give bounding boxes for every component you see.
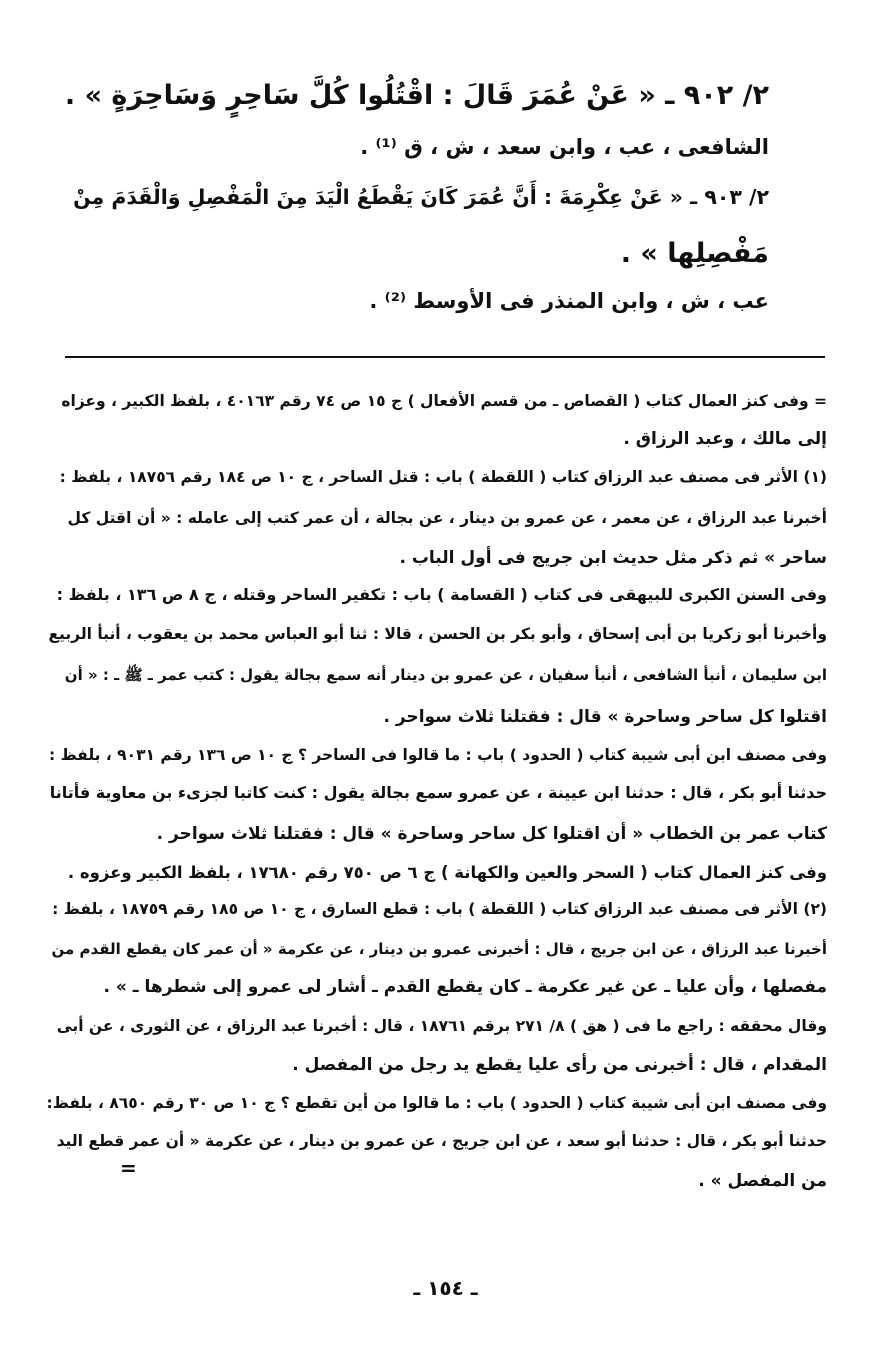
footnote-line: وقال محققه : راجع ما فى ( هق ) ٨/ ٢٧١ برقم ١٨٧٦١ ، قال : أخبرنا عبد الرزاق ، عن الثورى ، عن أبى <box>56 1017 827 1035</box>
footnote-line: حدثنا أبو بكر ، قال : حدثنا أبو سعد ، عن ابن جريج ، عن عمرو بن دينار ، عن عكرمة « أن عمر قطع اليد <box>56 1132 827 1150</box>
entry-903-text-line1: ٢/ ٩٠٣ ـ « عَنْ عِكْرِمَةَ : أَنَّ عُمَرَ كَانَ يَقْطَعُ الْيَدَ مِنَ الْمَفْصِلِ وَالْقَدَمَ مِنْ <box>73 185 769 209</box>
footnote-line: أخبرنا عبد الرزاق ، عن ابن جريج ، قال : أخبرنى عمرو بن دينار ، عن عكرمة « أن عمر كان يقطع القدم من <box>51 940 827 958</box>
page-number: ـ ١٥٤ ـ <box>413 1276 478 1300</box>
footnote-line: وأخبرنا أبو زكريا بن أبى إسحاق ، وأبو بكر بن الحسن ، قالا : ثنا أبو العباس محمد بن يعقوب ، أنبأ الربيع <box>48 625 827 643</box>
entry-903-sources: عب ، ش ، وابن المنذر فى الأوسط ⁽²⁾ . <box>369 289 769 313</box>
footnote-line: ابن سليمان ، أنبأ الشافعى ، أنبأ سفيان ، عن عمرو بن دينار أنه سمع بجالة يقول : كتب عمر ـ ﷺ ـ : « أن <box>64 666 827 684</box>
footnote-line: وفى كنز العمال كتاب ( السحر والعين والكهانة ) ج ٦ ص ٧٥٠ رقم ١٧٦٨٠ ، بلفظ الكبير وعزوه . <box>67 863 827 882</box>
footnote-line: = وفى كنز العمال كتاب ( القصاص ـ من قسم الأفعال ) ج ١٥ ص ٧٤ رقم ٤٠١٦٣ ، بلفظ الكبير ، وعزاه <box>61 392 827 410</box>
footnote-line: من المفصل » . <box>698 1171 827 1191</box>
entry-902-text: ٢/ ٩٠٢ ـ « عَنْ عُمَرَ قَالَ : اقْتُلُوا كُلَّ سَاحِرٍ وَسَاحِرَةٍ » . <box>64 80 769 111</box>
footnote-line: حدثنا أبو بكر ، قال : حدثنا ابن عيينة ، عن عمرو سمع بجالة يقول : كنت كاتبا لجزىء بن معاوية فأتانا <box>49 783 827 802</box>
footnote-line: اقتلوا كل ساحر وساحرة » قال : فقتلنا ثلاث سواحر . <box>383 707 827 727</box>
footnote-line: إلى مالك ، وعبد الرزاق . <box>623 429 827 449</box>
footnote-separator <box>65 356 825 358</box>
footnote-line: المقدام ، قال : أخبرنى من رأى عليا يقطع يد رجل من المفصل . <box>292 1055 827 1075</box>
footnote-line: (١) الأثر فى مصنف عبد الرزاق كتاب ( اللقطة ) باب : قتل الساحر ، ج ١٠ ص ١٨٤ رقم ١٨٧٥٦ ، بلفظ : <box>59 468 827 486</box>
footnote-line: وفى السنن الكبرى للبيهقى فى كتاب ( القسامة ) باب : تكفير الساحر وقتله ، ج ٨ ص ١٣٦ ، بلفظ : <box>56 585 827 604</box>
footnote-line: كتاب عمر بن الخطاب « أن اقتلوا كل ساحر وساحرة » قال : فقتلنا ثلاث سواحر . <box>156 824 827 844</box>
footnote-line: وفى مصنف ابن أبى شيبة كتاب ( الحدود ) باب : ما قالوا من أين تقطع ؟ ج ١٠ ص ٣٠ رقم ٨٦٥٠ ، بلفظ: <box>46 1094 827 1112</box>
footnote-line: مفصلها ، وأن عليا ـ عن غير عكرمة ـ كان يقطع القدم ـ أشار لى عمرو إلى شطرها ـ » . <box>103 977 827 997</box>
footnote-line: ساحر » ثم ذكر مثل حديث ابن جريج فى أول الباب . <box>399 548 827 568</box>
footnote-line: وفى مصنف ابن أبى شيبة كتاب ( الحدود ) باب : ما قالوا فى الساحر ؟ ج ١٠ ص ١٣٦ رقم ٩٠٣١ ، بلفظ : <box>48 746 827 764</box>
footnote-line: أخبرنا عبد الرزاق ، عن معمر ، عن عمرو بن دينار ، عن بجالة ، أن عمر كتب إلى عامله : « أن اقتل كل <box>67 509 827 527</box>
continuation-marker: = <box>120 1156 137 1180</box>
entry-903-text-line2: مَفْصِلِها » . <box>620 238 769 269</box>
entry-902-sources: الشافعى ، عب ، وابن سعد ، ش ، ق ⁽¹⁾ . <box>360 135 769 159</box>
footnote-line: (٢) الأثر فى مصنف عبد الرزاق كتاب ( اللقطة ) باب : قطع السارق ، ج ١٠ ص ١٨٥ رقم ١٨٧٥٩ ، بلفظ : <box>52 900 827 918</box>
